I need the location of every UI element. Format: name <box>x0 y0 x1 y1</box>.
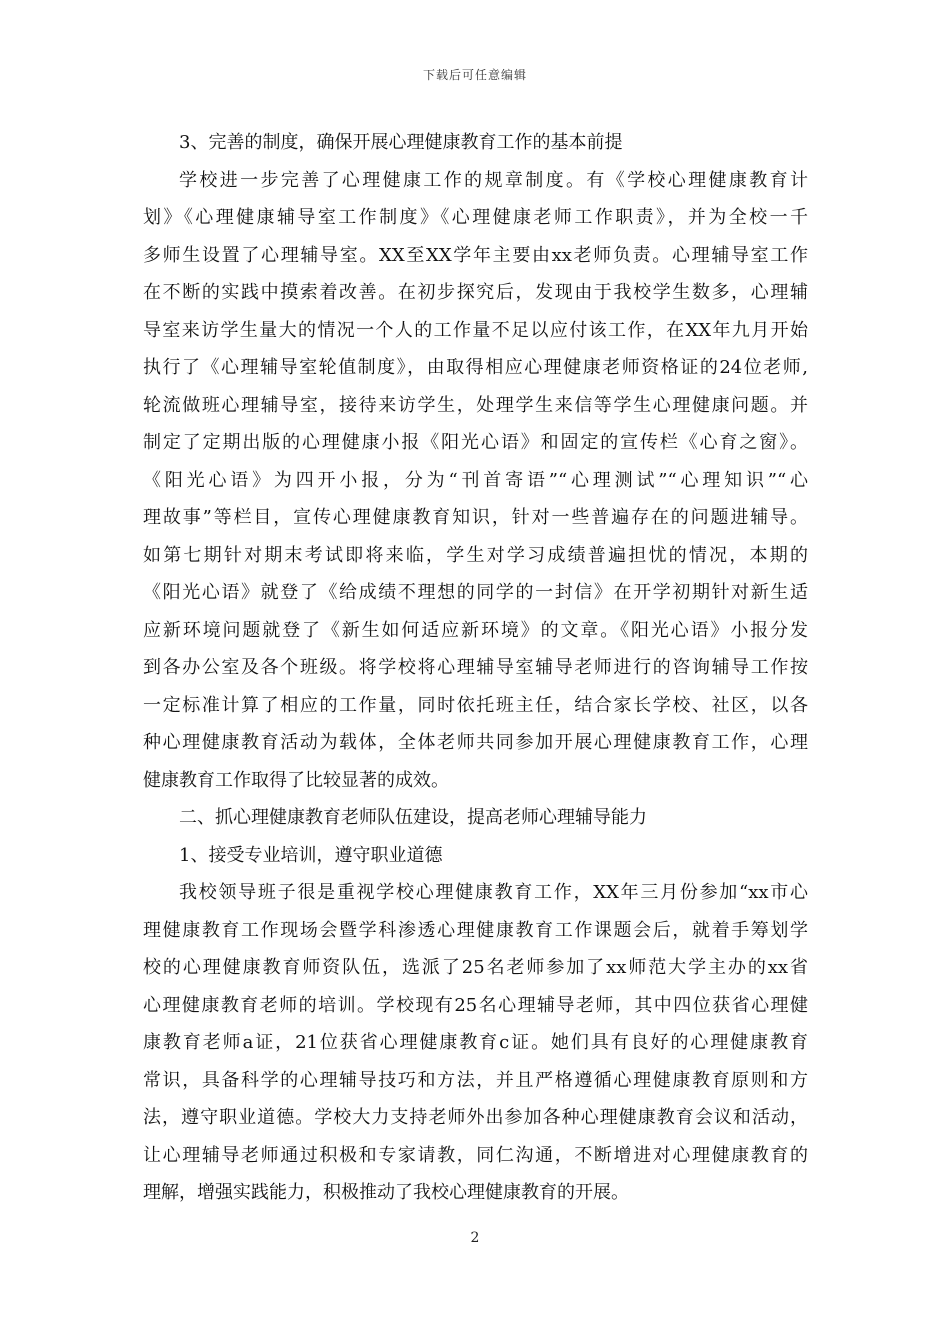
paragraph-line: 在不断的实践中摸索着改善。在初步探究后，发现由于我校学生数多，心理辅 <box>143 282 808 303</box>
paragraph-line: 导室来访学生量大的情况一个人的工作量不足以应付该工作，在XX年九月开始 <box>143 319 808 341</box>
paragraph-line: 法，遵守职业道德。学校大力支持老师外出参加各种心理健康教育会议和活动， <box>143 1107 808 1128</box>
paragraph-line: 理健康教育工作现场会暨学科渗透心理健康教育工作课题会后，就着手筹划学 <box>143 919 808 941</box>
paragraph-line: 我校领导班子很是重视学校心理健康教育工作，XX年三月份参加“xx市心 <box>179 882 808 903</box>
paragraph-line: 学校进一步完善了心理健康工作的规章制度。有《学校心理健康教育计 <box>179 169 808 191</box>
paragraph-line: 《阳光心语》为四开小报，分为“刊首寄语”“心理测试”“心理知识”“心 <box>143 469 808 491</box>
paragraph-line: 如第七期针对期末考试即将来临，学生对学习成绩普遍担忧的情况，本期的 <box>143 544 808 566</box>
paragraph-line: 《阳光心语》就登了《给成绩不理想的同学的一封信》在开学初期针对新生适 <box>143 582 808 603</box>
paragraph-line: 理故事”等栏目，宣传心理健康教育知识，针对一些普遍存在的问题进辅导。 <box>143 507 808 528</box>
paragraph-line: 心理健康教育老师的培训。学校现有25名心理辅导老师，其中四位获省心理健 <box>143 994 808 1016</box>
paragraph-line: 常识，具备科学的心理辅导技巧和方法，并且严格遵循心理健康教育原则和方 <box>143 1069 808 1091</box>
paragraph-line: 健康教育工作取得了比较显著的成效。 <box>143 769 449 791</box>
paragraph-line: 划》《心理健康辅导室工作制度》《心理健康老师工作职责》，并为全校一千 <box>143 207 808 228</box>
section-heading: 二、抓心理健康教育老师队伍建设，提高老师心理辅导能力 <box>179 807 647 828</box>
paragraph-line: 轮流做班心理辅导室，接待来访学生，处理学生来信等学生心理健康问题。并 <box>143 394 808 416</box>
section-heading: 3、完善的制度，确保开展心理健康教育工作的基本前提 <box>179 132 623 153</box>
page-header-note: 下载后可任意编辑 <box>422 68 527 82</box>
paragraph-line: 校的心理健康教育师资队伍，选派了25名老师参加了xx师范大学主办的xx省 <box>143 957 808 978</box>
paragraph-line: 多师生设置了心理辅导室。XX至XX学年主要由xx老师负责。心理辅导室工作 <box>143 244 808 266</box>
document-body <box>143 124 808 1212</box>
page-number: 2 <box>470 1230 480 1246</box>
paragraph-line: 执行了《心理辅导室轮值制度》，由取得相应心理健康老师资格证的24位老师, <box>143 357 808 378</box>
paragraph-line: 应新环境问题就登了《新生如何适应新环境》的文章。《阳光心语》小报分发 <box>143 619 808 641</box>
paragraph-line: 让心理辅导老师通过积极和专家请教，同仁沟通，不断增进对心理健康教育的 <box>143 1144 808 1166</box>
paragraph-line: 制定了定期出版的心理健康小报《阳光心语》和固定的宣传栏《心育之窗》。 <box>143 432 808 453</box>
subsection-heading: 1、接受专业培训，遵守职业道德 <box>179 844 443 866</box>
paragraph-line: 理解，增强实践能力，积极推动了我校心理健康教育的开展。 <box>143 1182 629 1203</box>
paragraph-line: 一定标准计算了相应的工作量，同时依托班主任，结合家长学校、社区，以各 <box>143 694 808 716</box>
paragraph-line: 到各办公室及各个班级。将学校将心理辅导室辅导老师进行的咨询辅导工作按 <box>143 657 808 678</box>
paragraph-line: 康教育老师a证，21位获省心理健康教育c证。她们具有良好的心理健康教育 <box>143 1032 808 1053</box>
paragraph-line: 种心理健康教育活动为载体，全体老师共同参加开展心理健康教育工作，心理 <box>143 732 808 753</box>
